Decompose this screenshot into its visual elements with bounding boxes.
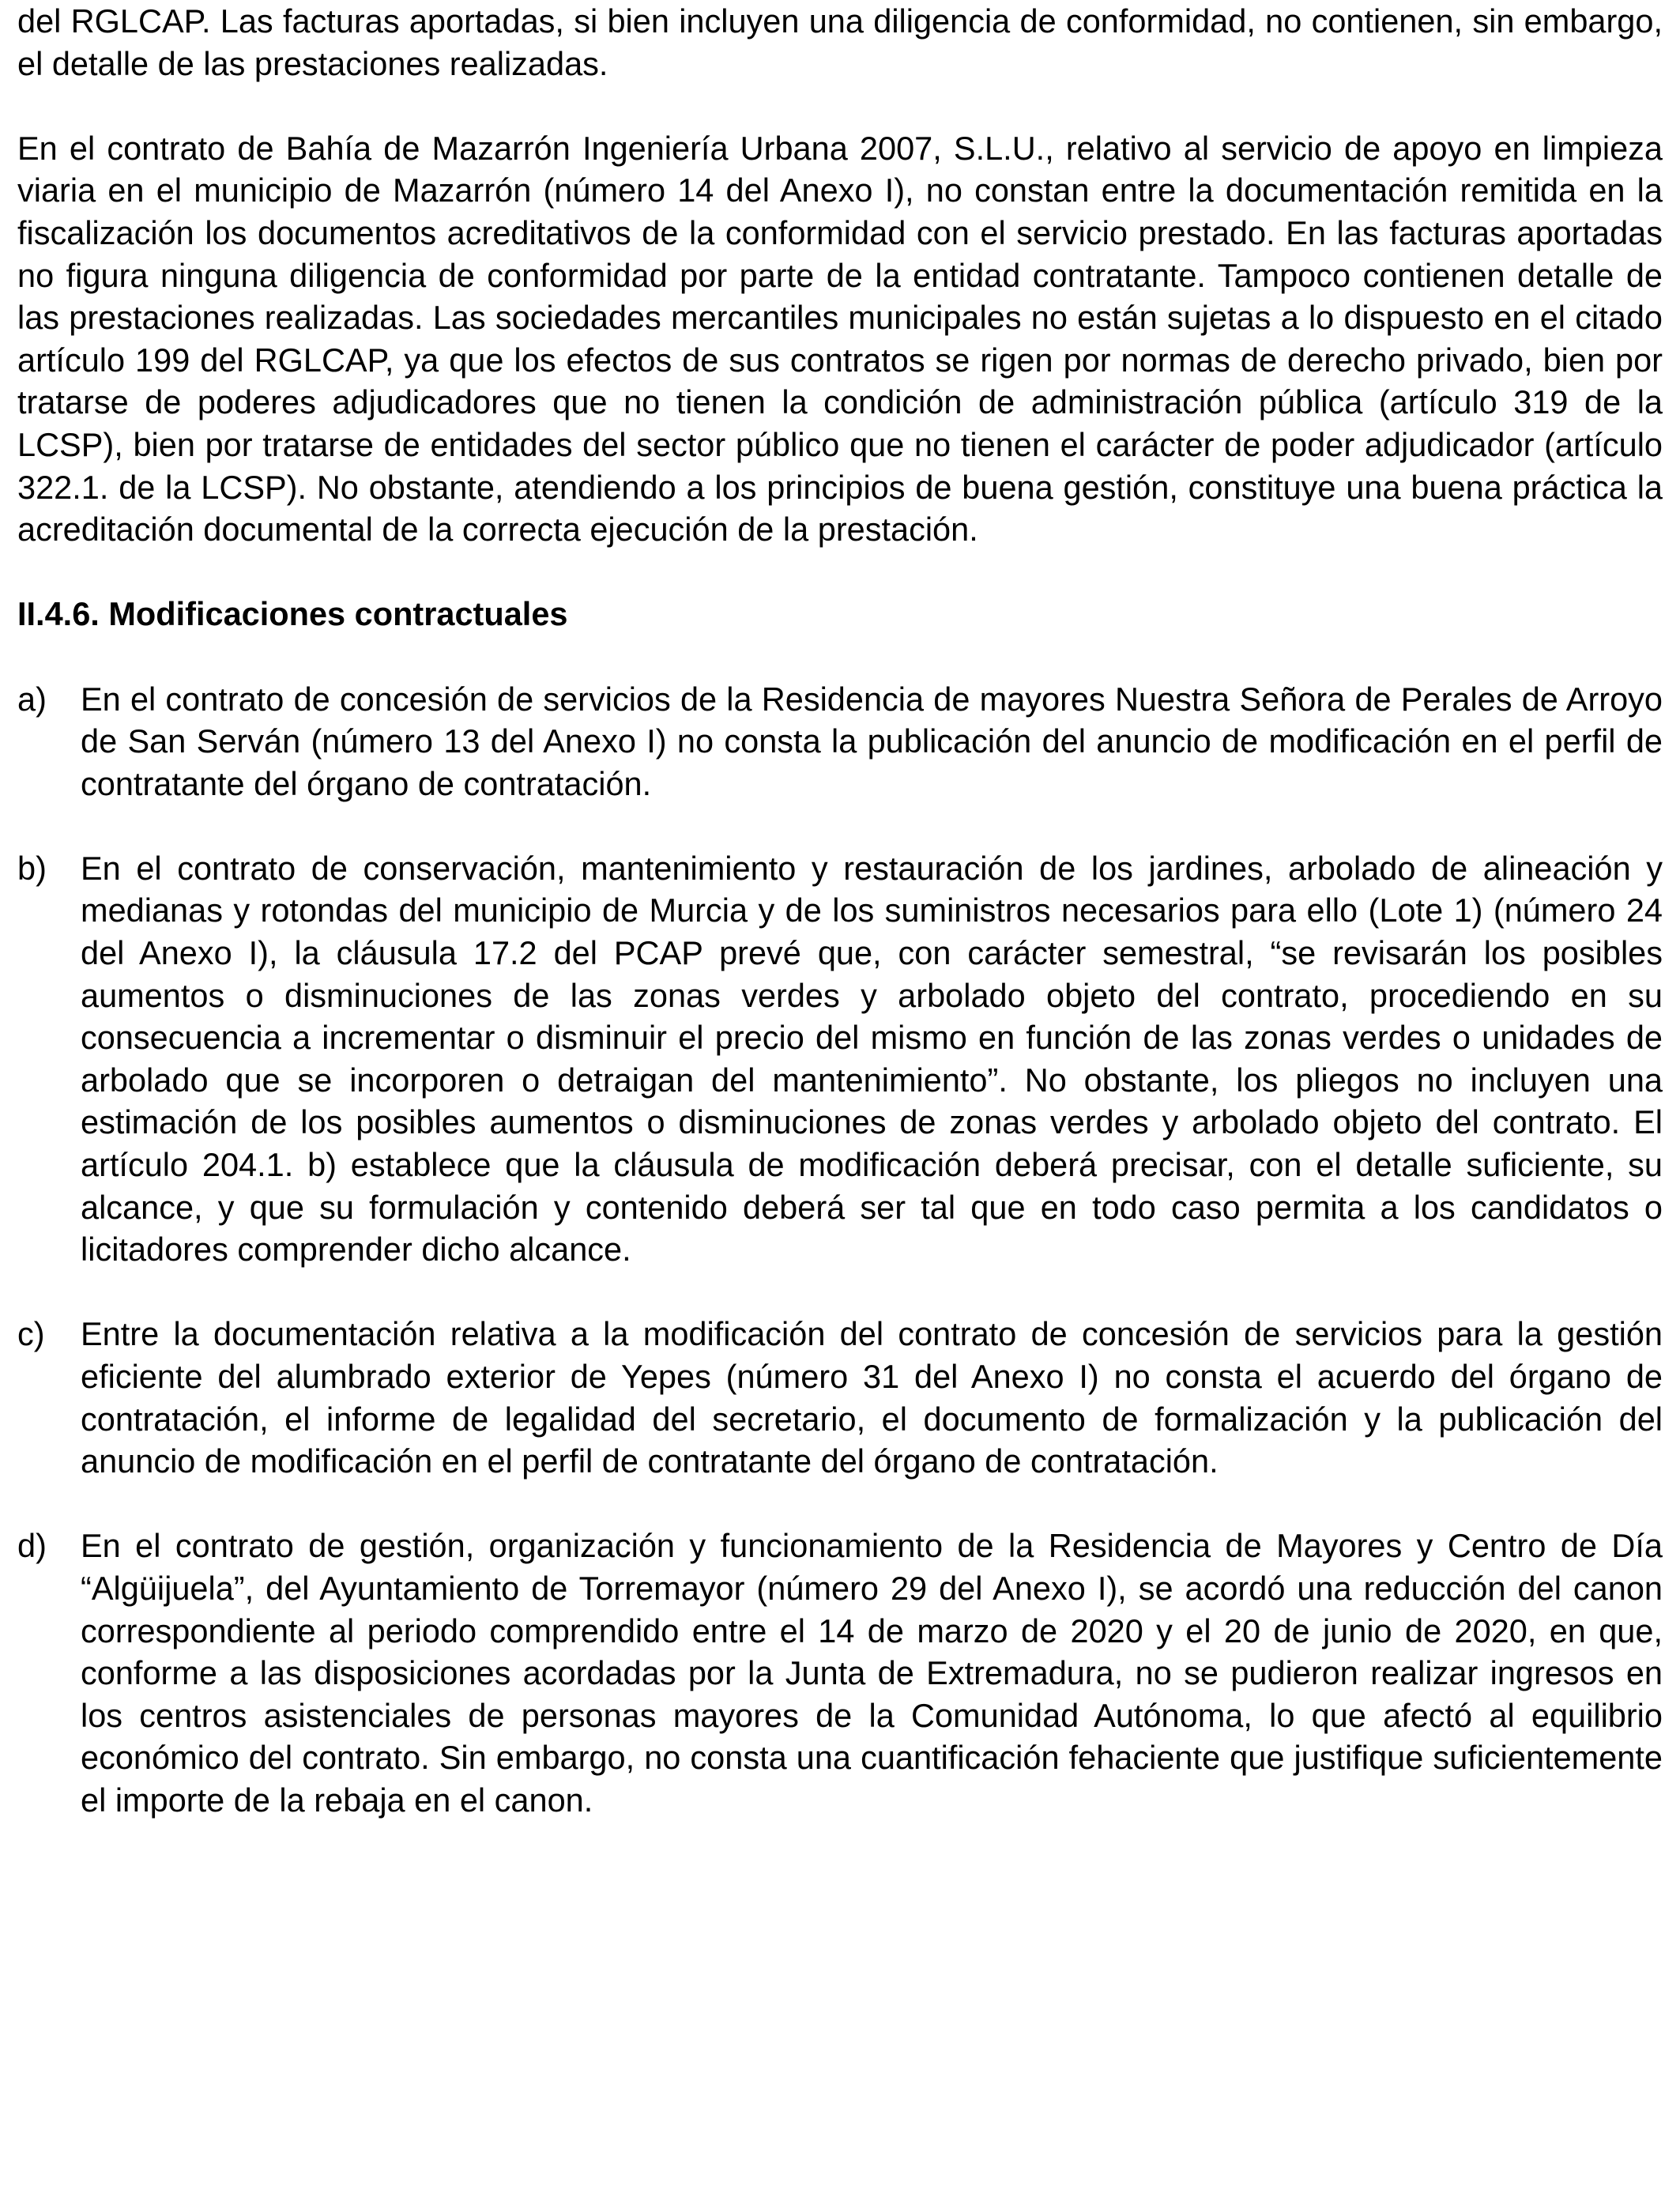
list-item-label: b) <box>17 849 47 887</box>
paragraph-spacer <box>17 1271 1663 1314</box>
list-item-text: En el contrato de concesión de servicios de la Residencia de mayores Nuestra Señora de Perales de Arroyo de San Serván (número 13 del Anexo I) no consta la publicación del anuncio de modificación en el perfil de contratante del órgano de contratación. <box>81 680 1663 802</box>
paragraph-spacer <box>17 635 1663 678</box>
paragraph-spacer <box>17 85 1663 127</box>
list-item-a <box>17 678 1663 805</box>
paragraph-spacer <box>17 551 1663 594</box>
list-item-label: d) <box>17 1527 47 1565</box>
list-item-text: En el contrato de gestión, organización y funcionamiento de la Residencia de Mayores y Centro de Día “Algüijuela”, del Ayuntamiento de Torremayor (número 29 del Anexo I), se acordó una reducción del canon correspondiente al periodo comprendido entre el 14 de marzo de 2020 y el 20 de junio de 2020, en que, conforme a las disposiciones acordadas por la Junta de Extremadura, no se pudieron realizar ingresos en los centros asistenciales de personas mayores de la Comunidad Autónoma, lo que afectó al equilibrio económico del contrato. Sin embargo, no consta una cuantificación fehaciente que justifique suficientemente el importe de la rebaja en el canon. <box>81 1527 1663 1819</box>
paragraph-spacer <box>17 805 1663 847</box>
paragraph-rglcap-facturas: del RGLCAP. Las facturas aportadas, si bien incluyen una diligencia de conformidad, no contienen, sin embargo, el detalle de las prestaciones realizadas. <box>17 2 1663 82</box>
document-page <box>17 0 1663 1822</box>
list-item-label: c) <box>17 1315 45 1353</box>
section-heading: II.4.6. Modificaciones contractuales <box>17 595 568 633</box>
paragraph-spacer <box>17 1483 1663 1525</box>
list-item-c <box>17 1313 1663 1482</box>
list-item-label: a) <box>17 680 47 718</box>
paragraph-bahia-mazarron: En el contrato de Bahía de Mazarrón Ingeniería Urbana 2007, S.L.U., relativo al servicio de apoyo en limpieza viaria en el municipio de Mazarrón (número 14 del Anexo I), no constan entre la documentación remitida en la fiscalización los documentos acreditativos de la conformidad con el servicio prestado. En las facturas aportadas no figura ninguna diligencia de conformidad por parte de la entidad contratante. Tampoco contienen detalle de las prestaciones realizadas. Las sociedades mercantiles municipales no están sujetas a lo dispuesto en el citado artículo 199 del RGLCAP, ya que los efectos de sus contratos se rigen por normas de derecho privado, bien por tratarse de poderes adjudicadores que no tienen la condición de administración pública (artículo 319 de la LCSP), bien por tratarse de entidades del sector público que no tienen el carácter de poder adjudicador (artículo 322.1. de la LCSP). No obstante, atendiendo a los principios de buena gestión, constituye una buena práctica la acreditación documental de la correcta ejecución de la prestación. <box>17 129 1663 548</box>
list-item-d <box>17 1525 1663 1821</box>
list-item-text: En el contrato de conservación, mantenimiento y restauración de los jardines, arbolado de alineación y medianas y rotondas del municipio de Murcia y de los suministros necesarios para ello (Lote 1) (número 24 del Anexo I), la cláusula 17.2 del PCAP prevé que, con carácter semestral, “se revisarán los posibles aumentos o disminuciones de las zonas verdes y arbolado objeto del contrato, procediendo en su consecuencia a incrementar o disminuir el precio del mismo en función de las zonas verdes o unidades de arbolado que se incorporen o detraigan del mantenimiento”. No obstante, los pliegos no incluyen una estimación de los posibles aumentos o disminuciones de zonas verdes y arbolado objeto del contrato. El artículo 204.1. b) establece que la cláusula de modificación deberá precisar, con el detalle suficiente, su alcance, y que su formulación y contenido deberá ser tal que en todo caso permita a los candidatos o licitadores comprender dicho alcance. <box>81 849 1663 1269</box>
list-item-text: Entre la documentación relativa a la modificación del contrato de concesión de servicios para la gestión eficiente del alumbrado exterior de Yepes (número 31 del Anexo I) no consta el acuerdo del órgano de contratación, el informe de legalidad del secretario, el documento de formalización y la publicación del anuncio de modificación en el perfil de contratante del órgano de contratación. <box>81 1315 1663 1480</box>
list-item-b <box>17 847 1663 1271</box>
